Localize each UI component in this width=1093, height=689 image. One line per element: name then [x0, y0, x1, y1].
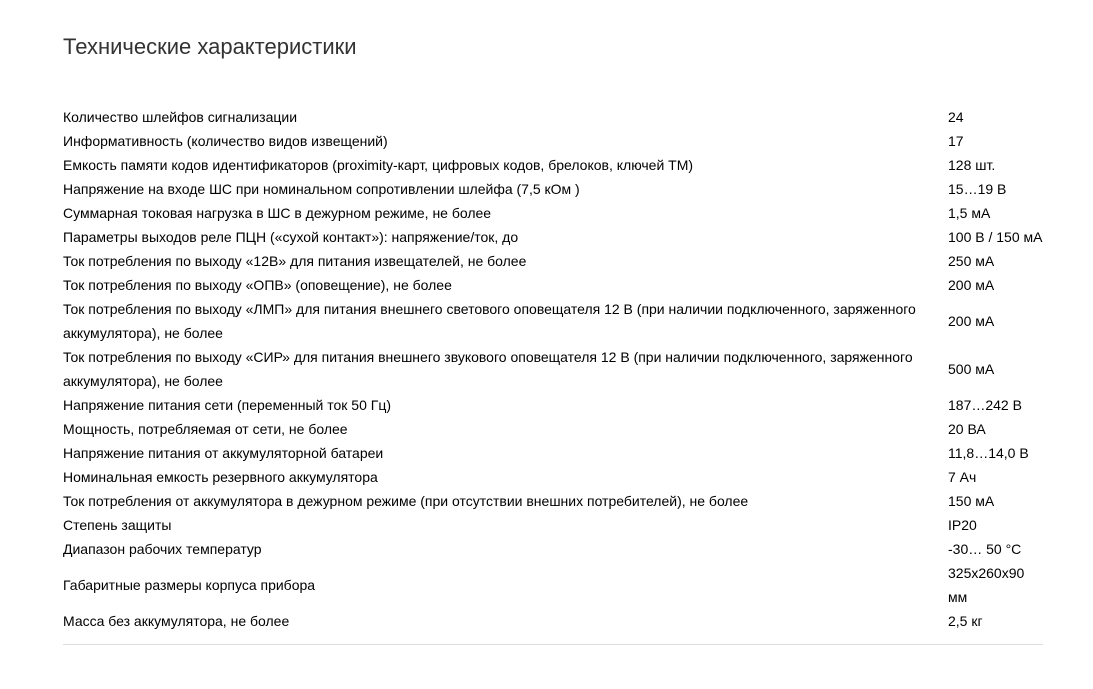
- spec-value: 200 мА: [948, 277, 995, 293]
- spec-value: 200 мА: [948, 313, 995, 329]
- specs-table-body: [63, 105, 1043, 633]
- spec-row: [63, 345, 1043, 393]
- spec-value: 20 ВА: [948, 421, 986, 437]
- spec-row: [63, 249, 1043, 273]
- spec-value: 24: [948, 109, 964, 125]
- spec-value: 325x260x90 мм: [948, 565, 1025, 605]
- spec-label: Номинальная емкость резервного аккумулятора: [63, 469, 378, 485]
- spec-value: IP20: [948, 517, 977, 533]
- spec-value: 11,8…14,0 В: [948, 445, 1029, 461]
- spec-value: 128 шт.: [948, 157, 996, 173]
- spec-row: [63, 513, 1043, 537]
- spec-label: Степень защиты: [63, 517, 172, 533]
- spec-label: Диапазон рабочих температур: [63, 541, 262, 557]
- spec-label: Напряжение питания сети (переменный ток 50 Гц): [63, 397, 392, 413]
- spec-row: [63, 129, 1043, 153]
- spec-label: Параметры выходов реле ПЦН («сухой контакт»): напряжение/ток, до: [63, 229, 519, 245]
- spec-label: Ток потребления по выходу «ОПВ» (оповещение), не более: [63, 277, 452, 293]
- spec-label: Суммарная токовая нагрузка в ШС в дежурном режиме, не более: [63, 205, 492, 221]
- spec-row: [63, 177, 1043, 201]
- spec-row: [63, 273, 1043, 297]
- spec-value: 187…242 В: [948, 397, 1022, 413]
- spec-row: [63, 225, 1043, 249]
- spec-label: Габаритные размеры корпуса прибора: [63, 577, 316, 593]
- spec-row: [63, 465, 1043, 489]
- spec-label: Ток потребления по выходу «СИР» для питания внешнего звукового оповещателя 12 В (при наличии подключенного, заряженного аккумулятора), не более: [63, 349, 913, 389]
- spec-value: 7 Ач: [948, 469, 977, 485]
- spec-row: [63, 153, 1043, 177]
- spec-row: [63, 609, 1043, 633]
- spec-label: Количество шлейфов сигнализации: [63, 109, 298, 125]
- spec-label: Ток потребления от аккумулятора в дежурном режиме (при отсутствии внешних потребителей), не более: [63, 493, 749, 509]
- page-title: Технические характеристики: [63, 34, 357, 59]
- spec-value: 500 мА: [948, 361, 995, 377]
- spec-value: -30… 50 °С: [948, 541, 1022, 557]
- spec-row: [63, 393, 1043, 417]
- spec-row: [63, 489, 1043, 513]
- spec-row: [63, 537, 1043, 561]
- spec-value: 17: [948, 133, 964, 149]
- spec-row: [63, 417, 1043, 441]
- spec-value: 15…19 В: [948, 181, 1007, 197]
- spec-label: Ток потребления по выходу «12В» для питания извещателей, не более: [63, 253, 527, 269]
- specs-table: [63, 105, 1043, 633]
- spec-row: [63, 105, 1043, 129]
- spec-row: [63, 297, 1043, 345]
- spec-value: 2,5 кг: [948, 613, 983, 629]
- spec-value: 100 В / 150 мА: [948, 229, 1043, 245]
- spec-value: 1,5 мА: [948, 205, 991, 221]
- specs-table-container: [63, 105, 1043, 645]
- spec-label: Емкость памяти кодов идентификаторов (proximity-карт, цифровых кодов, брелоков, ключей ТМ): [63, 157, 694, 173]
- spec-label: Напряжение на входе ШС при номинальном сопротивлении шлейфа (7,5 кОм ): [63, 181, 580, 197]
- spec-row: [63, 561, 1043, 609]
- spec-row: [63, 201, 1043, 225]
- spec-row: [63, 441, 1043, 465]
- spec-value: 150 мА: [948, 493, 995, 509]
- spec-label: Мощность, потребляемая от сети, не более: [63, 421, 348, 437]
- spec-label: Масса без аккумулятора, не более: [63, 613, 290, 629]
- spec-value: 250 мА: [948, 253, 995, 269]
- spec-label: Напряжение питания от аккумуляторной батареи: [63, 445, 384, 461]
- spec-label: Ток потребления по выходу «ЛМП» для питания внешнего светового оповещателя 12 В (при наличии подключенного, заряженного аккумулятора), не более: [63, 301, 916, 341]
- spec-label: Информативность (количество видов извещений): [63, 133, 388, 149]
